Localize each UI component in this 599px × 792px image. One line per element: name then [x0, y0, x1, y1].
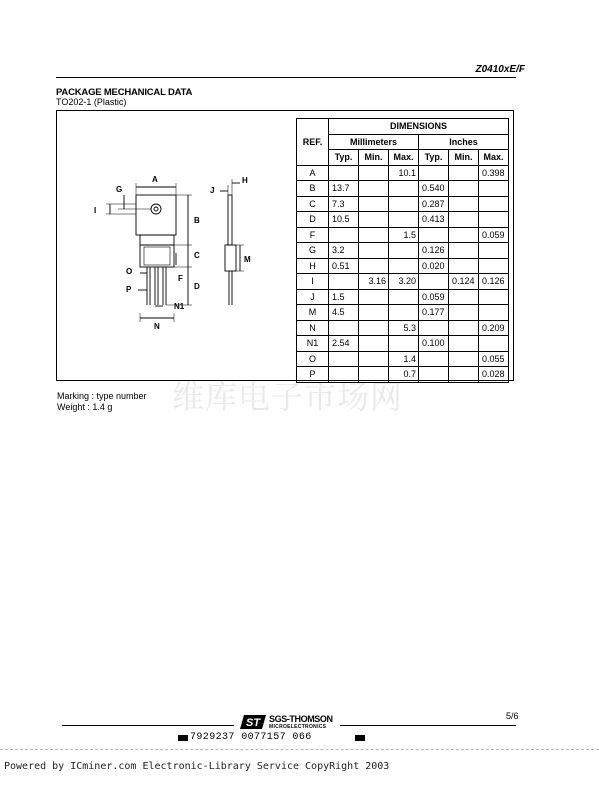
table-row: [297, 305, 509, 321]
watermark: 维库电子市场网: [172, 378, 404, 416]
dimensions-body: [297, 165, 509, 382]
value-cell: 0.059: [419, 289, 449, 305]
sub-header-cell: Typ.: [419, 150, 449, 166]
value-cell: 0.020: [419, 258, 449, 274]
value-cell: [389, 258, 419, 274]
dimensions-table: [296, 118, 509, 383]
value-cell: [479, 212, 509, 228]
label-n1: N1: [174, 302, 185, 311]
logo-brand-text: SGS-THOMSON: [269, 714, 333, 724]
table-row: [297, 351, 509, 367]
table-row: [297, 165, 509, 181]
marking-info: [57, 391, 147, 413]
package-subtitle: TO202-1 (Plastic): [56, 97, 127, 107]
label-c: C: [194, 251, 200, 260]
ref-cell: F: [297, 227, 329, 243]
value-cell: [389, 196, 419, 212]
sub-header-row: [297, 150, 509, 166]
ref-cell: N1: [297, 336, 329, 352]
sub-header-cell: Min.: [359, 150, 389, 166]
ref-cell: D: [297, 212, 329, 228]
value-cell: 1.5: [389, 227, 419, 243]
value-cell: [449, 212, 479, 228]
body-outline: [140, 235, 174, 267]
value-cell: [449, 305, 479, 321]
value-cell: 0.055: [479, 351, 509, 367]
value-cell: [389, 289, 419, 305]
value-cell: 0.028: [479, 367, 509, 383]
table-row: [297, 367, 509, 383]
value-cell: 2.54: [329, 336, 359, 352]
value-cell: 0.51: [329, 258, 359, 274]
value-cell: [419, 320, 449, 336]
barcode-block-right: [355, 735, 365, 741]
value-cell: [449, 165, 479, 181]
value-cell: 0.059: [479, 227, 509, 243]
logo-sub-text: MICROELECTRONICS: [269, 724, 327, 730]
header-rule: [56, 77, 516, 78]
value-cell: [359, 258, 389, 274]
value-cell: 0.209: [479, 320, 509, 336]
value-cell: [359, 227, 389, 243]
value-cell: 3.20: [389, 274, 419, 290]
value-cell: [449, 243, 479, 259]
svg-text:ST: ST: [246, 717, 261, 729]
value-cell: [359, 243, 389, 259]
value-cell: [449, 336, 479, 352]
value-cell: [479, 181, 509, 197]
powered-by-line: Powered by ICminer.com Electronic-Library Service CopyRight 2003: [4, 761, 390, 772]
value-cell: [359, 196, 389, 212]
value-cell: [359, 367, 389, 383]
ref-header: REF.: [297, 119, 329, 166]
value-cell: 13.7: [329, 181, 359, 197]
label-p: P: [126, 285, 132, 294]
value-cell: [389, 336, 419, 352]
value-cell: [329, 367, 359, 383]
value-cell: [479, 336, 509, 352]
ref-cell: I: [297, 274, 329, 290]
value-cell: [419, 274, 449, 290]
value-cell: [359, 165, 389, 181]
value-cell: [449, 227, 479, 243]
value-cell: [419, 227, 449, 243]
dimensions-header: DIMENSIONS: [329, 119, 509, 135]
value-cell: [329, 227, 359, 243]
ref-cell: H: [297, 258, 329, 274]
value-cell: 0.413: [419, 212, 449, 228]
value-cell: [389, 181, 419, 197]
part-number: Z0410xE/F: [475, 64, 525, 75]
footer-rule-left: [62, 725, 234, 726]
inch-header: Inches: [419, 134, 509, 150]
value-cell: [359, 181, 389, 197]
barcode-text: 7929237 0077157 066: [190, 732, 312, 743]
table-row: [297, 336, 509, 352]
value-cell: 0.287: [419, 196, 449, 212]
ref-cell: P: [297, 367, 329, 383]
sub-header-cell: Max.: [389, 150, 419, 166]
ref-cell: A: [297, 165, 329, 181]
value-cell: [329, 320, 359, 336]
value-cell: [329, 165, 359, 181]
label-h: H: [242, 176, 248, 185]
value-cell: [419, 367, 449, 383]
marking-line: Marking : type number: [57, 391, 147, 401]
value-cell: [329, 351, 359, 367]
label-o: O: [126, 267, 133, 276]
value-cell: 0.398: [479, 165, 509, 181]
label-d: D: [194, 282, 200, 291]
value-cell: 0.124: [449, 274, 479, 290]
mm-header: Millimeters: [329, 134, 419, 150]
label-f: F: [178, 274, 183, 283]
value-cell: 0.540: [419, 181, 449, 197]
value-cell: [479, 258, 509, 274]
value-cell: [359, 305, 389, 321]
ref-cell: C: [297, 196, 329, 212]
label-b: B: [194, 216, 200, 225]
label-j: J: [210, 186, 215, 195]
ref-cell: G: [297, 243, 329, 259]
table-row: [297, 258, 509, 274]
value-cell: 0.126: [419, 243, 449, 259]
value-cell: 10.1: [389, 165, 419, 181]
value-cell: [389, 305, 419, 321]
page-number: 5/6: [506, 711, 519, 721]
ref-cell: B: [297, 181, 329, 197]
value-cell: 1.4: [389, 351, 419, 367]
mounting-hole: [151, 204, 161, 214]
value-cell: [479, 196, 509, 212]
value-cell: [359, 320, 389, 336]
sub-header-cell: Min.: [449, 150, 479, 166]
label-a: A: [152, 175, 158, 184]
table-row: [297, 227, 509, 243]
sub-header-cell: Typ.: [329, 150, 359, 166]
value-cell: [419, 351, 449, 367]
side-tab: [228, 195, 232, 245]
ref-cell: M: [297, 305, 329, 321]
table-row: [297, 196, 509, 212]
value-cell: [449, 289, 479, 305]
table-row: [297, 212, 509, 228]
value-cell: [359, 289, 389, 305]
label-m: M: [244, 255, 251, 264]
value-cell: [479, 305, 509, 321]
tab-outline: [136, 195, 176, 235]
table-row: [297, 274, 509, 290]
dashed-rule: [0, 749, 599, 750]
value-cell: 10.5: [329, 212, 359, 228]
sub-header-cell: Max.: [479, 150, 509, 166]
value-cell: [449, 181, 479, 197]
ref-cell: O: [297, 351, 329, 367]
value-cell: 0.126: [479, 274, 509, 290]
value-cell: 0.100: [419, 336, 449, 352]
label-i: I: [94, 206, 97, 215]
value-cell: [359, 351, 389, 367]
value-cell: [479, 243, 509, 259]
value-cell: 3.16: [359, 274, 389, 290]
value-cell: [449, 196, 479, 212]
footer-rule-right: [340, 725, 516, 726]
value-cell: 0.7: [389, 367, 419, 383]
value-cell: [359, 336, 389, 352]
value-cell: [389, 212, 419, 228]
label-g: G: [116, 185, 123, 194]
value-cell: [389, 243, 419, 259]
barcode-block-left: [178, 735, 188, 741]
value-cell: 1.5: [329, 289, 359, 305]
value-cell: [449, 367, 479, 383]
value-cell: [449, 320, 479, 336]
value-cell: [449, 351, 479, 367]
table-row: [297, 181, 509, 197]
weight-line: Weight : 1.4 g: [57, 402, 113, 412]
value-cell: 7.3: [329, 196, 359, 212]
table-row: [297, 289, 509, 305]
value-cell: [359, 212, 389, 228]
value-cell: 5.3: [389, 320, 419, 336]
side-body: [225, 245, 236, 271]
value-cell: 3.2: [329, 243, 359, 259]
value-cell: [479, 289, 509, 305]
value-cell: 0.177: [419, 305, 449, 321]
value-cell: 4.5: [329, 305, 359, 321]
table-row: [297, 243, 509, 259]
section-title: PACKAGE MECHANICAL DATA: [56, 87, 193, 98]
st-logo-icon: [240, 715, 266, 729]
value-cell: [419, 165, 449, 181]
label-n: N: [154, 322, 160, 330]
value-cell: [449, 258, 479, 274]
package-drawing: [88, 165, 263, 330]
ref-cell: J: [297, 289, 329, 305]
table-row: [297, 320, 509, 336]
value-cell: [329, 274, 359, 290]
ref-cell: N: [297, 320, 329, 336]
